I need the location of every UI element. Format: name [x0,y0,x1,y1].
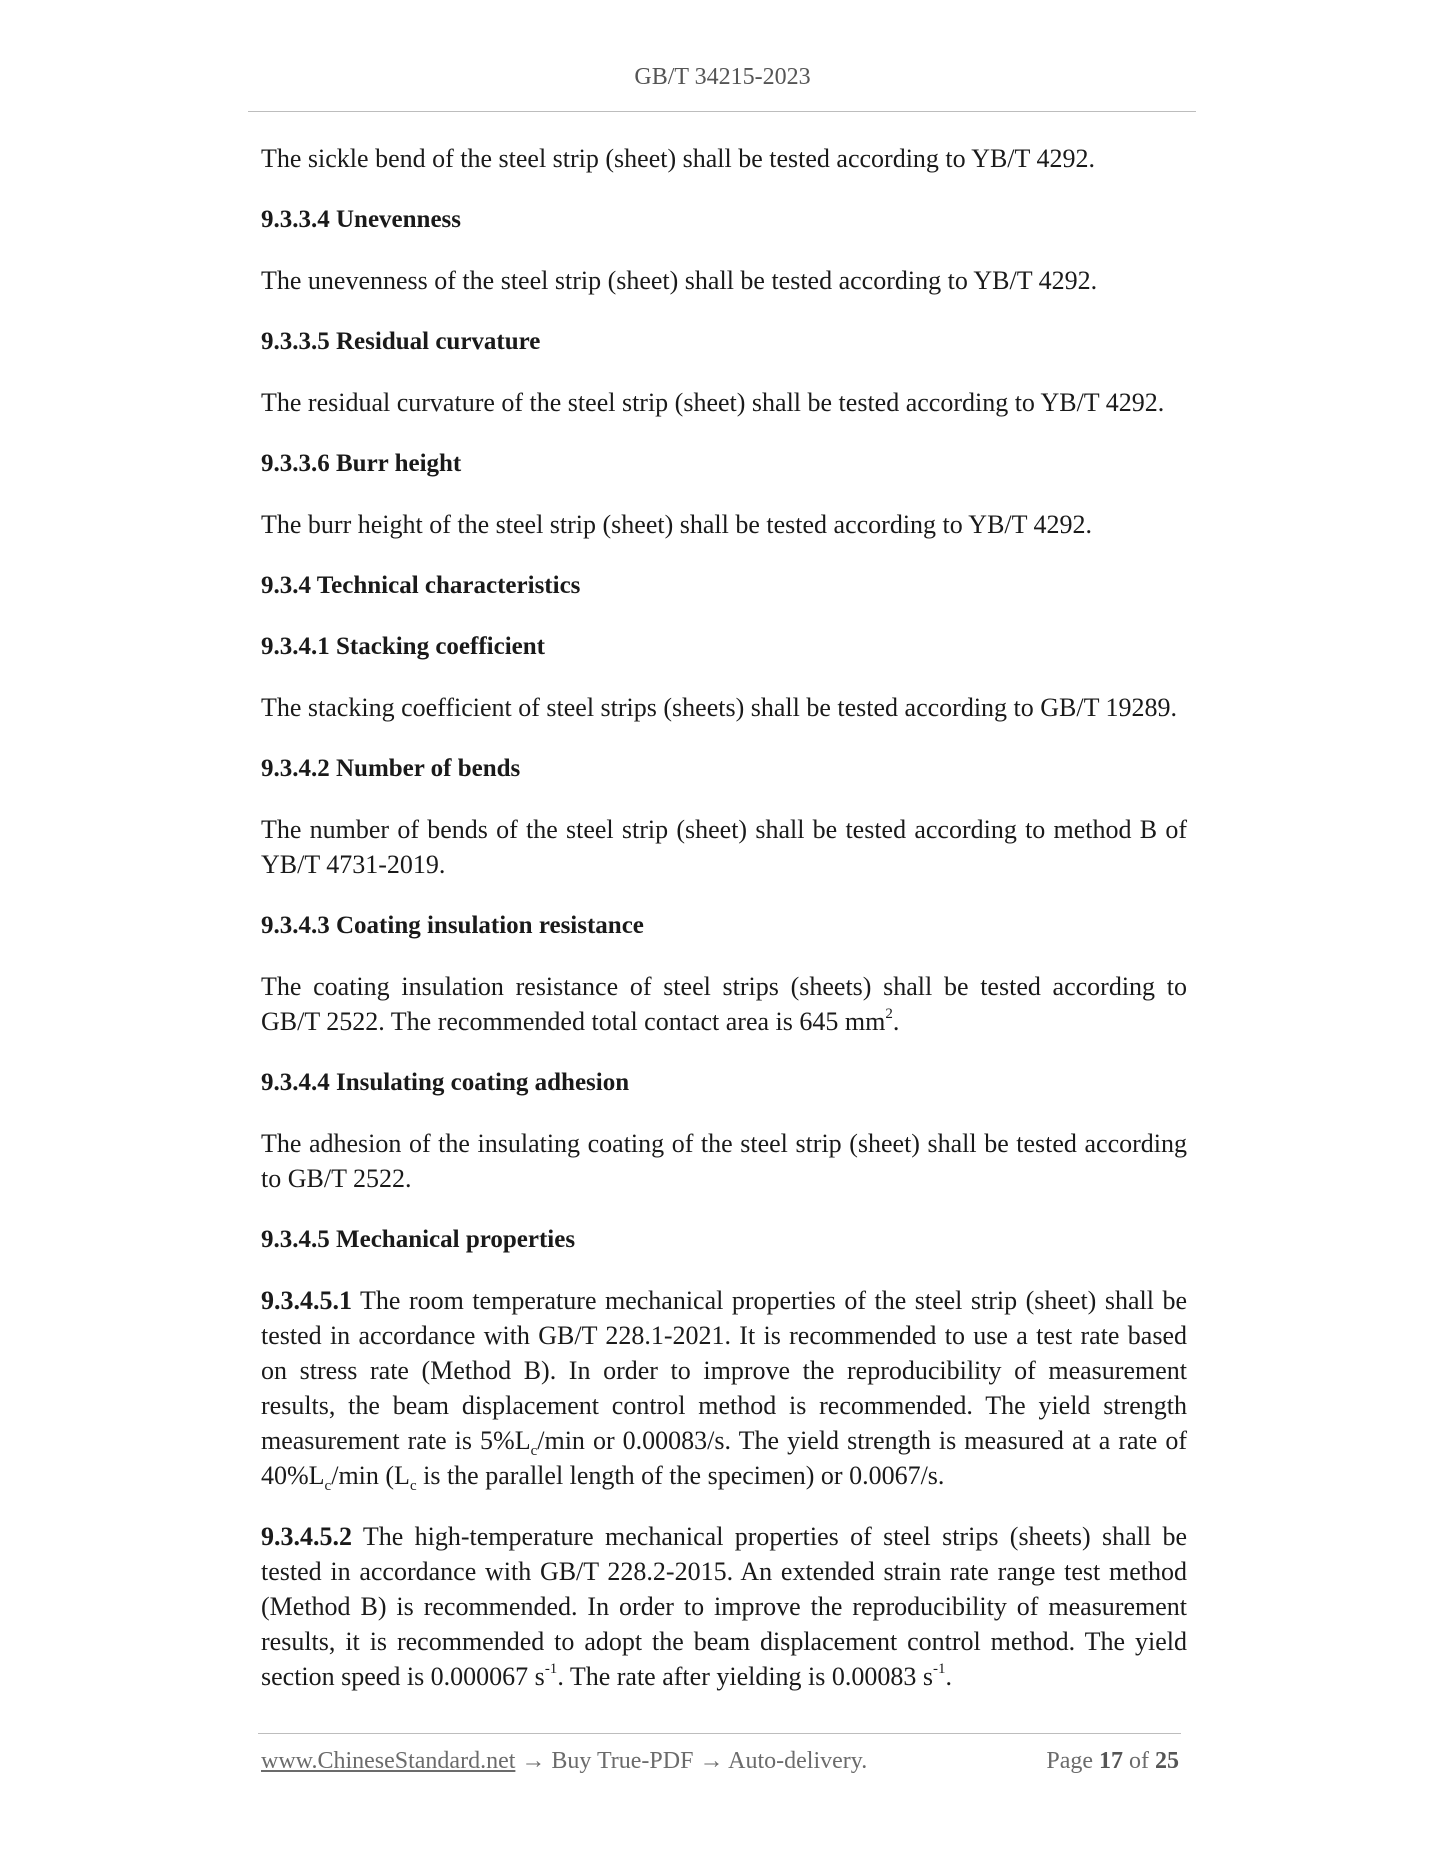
superscript-minus-1-b: -1 [933,1661,946,1678]
insulation-text: The coating insulation resistance of steel strips (sheets) shall be tested according to GB/T 2522. The recommended total contact area is 645 mm [261,972,1187,1036]
heading-mechanical-properties: 9.3.4.5 Mechanical properties [261,1226,576,1253]
insulation-superscript: 2 [885,1006,893,1023]
heading-stacking-coefficient: 9.3.4.1 Stacking coefficient [261,633,545,660]
room-temp-text-c: /min (L [331,1461,410,1490]
delivery-text: Auto-delivery. [728,1748,868,1774]
room-temp-text-d: is the parallel length of the specimen) or 0.0067/s. [416,1461,945,1490]
high-temp-text-c: . [945,1662,953,1691]
paragraph-high-temperature [261,1519,1187,1694]
footer-promo [261,1748,867,1775]
paragraph-residual-curvature: The residual curvature of the steel strip (sheet) shall be tested according to YB/T 4292. [261,388,1165,417]
heading-unevenness: 9.3.3.4 Unevenness [261,206,462,233]
high-temp-text-b: . The rate after yielding is 0.00083 s [557,1662,934,1691]
clause-number-2: 9.3.4.5.2 [261,1522,352,1551]
page-label: Page [1046,1748,1093,1774]
paragraph-coating-adhesion: The adhesion of the insulating coating of the steel strip (sheet) shall be tested according to GB/T 2522. [261,1129,1187,1193]
room-temp-text-a: The room temperature mechanical properties of the steel strip (sheet) shall be tested in accordance with GB/T 228.1-2021. It is recommended to use a test rate based on stress rate (Method B). In order to improve the reproducibility of measurement results, the beam displacement control method is recommended. The yield strength measurement rate is 5%L [261,1286,1187,1455]
heading-burr-height: 9.3.3.6 Burr height [261,450,462,477]
arrow-icon: → [699,1748,724,1774]
buy-text: Buy True-PDF [551,1748,694,1774]
insulation-period: . [892,1007,900,1036]
paragraph-room-temperature [261,1283,1187,1493]
page-current: 17 [1099,1748,1123,1774]
clause-number-1: 9.3.4.5.1 [261,1286,352,1315]
subscript-c-2: c [324,1478,332,1495]
paragraph-burr-height: The burr height of the steel strip (sheet) shall be tested according to YB/T 4292. [261,510,1093,539]
footer-divider [258,1733,1181,1734]
heading-coating-adhesion: 9.3.4.4 Insulating coating adhesion [261,1069,630,1096]
superscript-minus-1-a: -1 [544,1661,558,1678]
arrow-icon: → [521,1748,546,1774]
subscript-c-3: c [409,1478,417,1495]
page-number [1046,1748,1179,1775]
paragraph-coating-insulation [261,969,1187,1039]
website-link[interactable]: www.ChineseStandard.net [261,1748,516,1774]
heading-number-of-bends: 9.3.4.2 Number of bends [261,755,521,782]
heading-residual-curvature: 9.3.3.5 Residual curvature [261,328,541,355]
high-temp-text-a: The high-temperature mechanical properties of steel strips (sheets) shall be tested in accordance with GB/T 228.2-2015. An extended strain rate range test method (Method B) is recommended. In order to improve the reproducibility of measurement results, it is recommended to adopt the beam displacement control method. The yield section speed is 0.000067 s [261,1522,1187,1691]
paragraph-number-of-bends: The number of bends of the steel strip (sheet) shall be tested according to method B of YB/T 4731-2019. [261,815,1187,879]
page-header-title: GB/T 34215-2023 [634,64,811,90]
subscript-c-1: c [530,1443,538,1460]
document-body [261,141,1187,1720]
paragraph-sickle-bend: The sickle bend of the steel strip (sheet) shall be tested according to YB/T 4292. [261,144,1095,173]
header-divider [248,111,1196,112]
page-total: 25 [1155,1748,1179,1774]
room-temp-text-b: /min or 0.00083/s. The yield strength is measured at a rate of 40%L [261,1426,1188,1490]
of-label: of [1129,1748,1149,1774]
paragraph-stacking-coefficient: The stacking coefficient of steel strips (sheets) shall be tested according to GB/T 19289. [261,693,1178,722]
heading-coating-insulation: 9.3.4.3 Coating insulation resistance [261,912,644,939]
heading-technical-characteristics: 9.3.4 Technical characteristics [261,572,581,599]
paragraph-unevenness: The unevenness of the steel strip (sheet) shall be tested according to YB/T 4292. [261,266,1098,295]
